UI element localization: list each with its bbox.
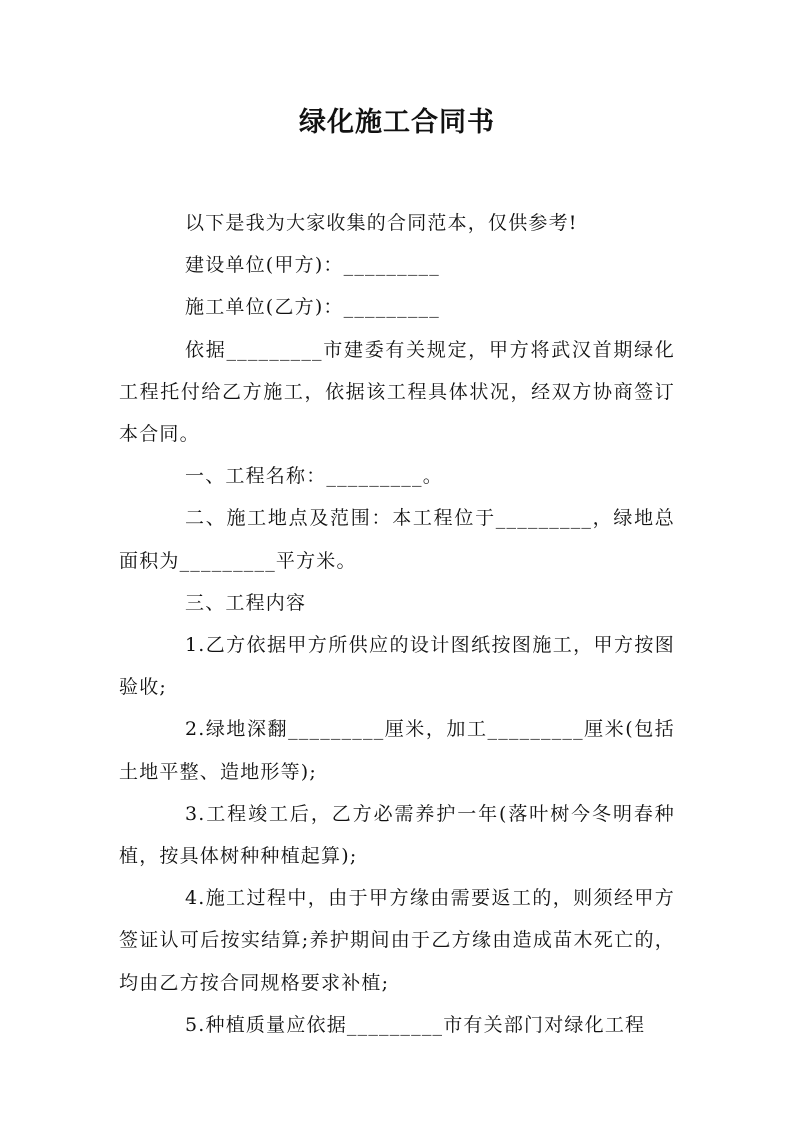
work-item-5: 5.种植质量应依据_________市有关部门对绿化工程: [185, 1013, 646, 1036]
document-title: 绿化施工合同书: [299, 107, 495, 138]
party-b-line: 施工单位(乙方)：_________: [185, 296, 440, 319]
work-item-4: 4.施工过程中，由于甲方缘由需要返工的，则须经甲方签证认可后按实结算;养护期间由于乙方缘由造成苗木死亡的，均由乙方按合同规格要求补植;: [119, 887, 675, 994]
clause-project-name: 一、工程名称：_________。: [185, 465, 443, 488]
clause-work-content-heading: 三、工程内容: [185, 591, 307, 614]
work-item-2: 2.绿地深翻_________厘米，加工_________厘米(包括土地平整、造地形等);: [119, 718, 675, 783]
intro-paragraph: 以下是我为大家收集的合同范本，仅供参考!: [185, 212, 578, 234]
work-item-1: 1.乙方依据甲方所供应的设计图纸按图施工，甲方按图验收;: [119, 634, 675, 699]
clause-location-scope: 二、施工地点及范围：本工程位于_________，绿地总面积为_________平方米。: [119, 507, 675, 572]
party-a-line: 建设单位(甲方)：_________: [185, 254, 440, 277]
document-body: [119, 202, 675, 1046]
work-item-3: 3.工程竣工后，乙方必需养护一年(落叶树今冬明春种植，按具体树种种植起算);: [119, 802, 675, 868]
preamble-paragraph: 依据_________市建委有关规定，甲方将武汉首期绿化工程托付给乙方施工，依据该工程具体状况，经双方协商签订本合同。: [119, 338, 675, 446]
